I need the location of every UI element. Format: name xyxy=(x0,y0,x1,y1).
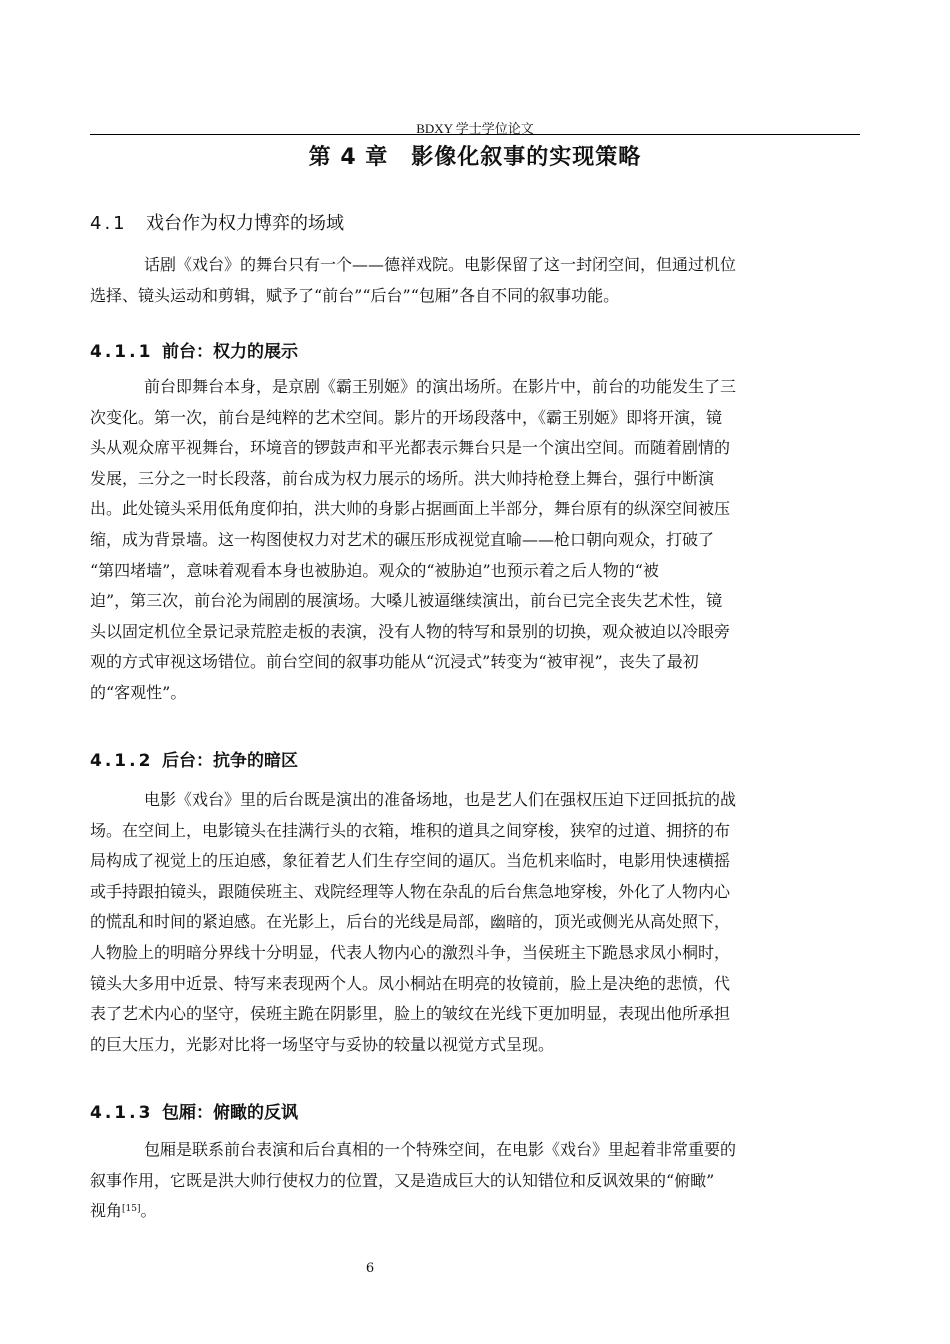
text-line: 的慌乱和时间的紧迫感。在光影上，后台的光线是局部，幽暗的，顶光或侧光从高处照下， xyxy=(90,912,731,932)
text-line-last xyxy=(90,1196,860,1227)
text-line: 头以固定机位全景记录荒腔走板的表演，没有人物的特写和景别的切换，观众被迫以冷眼旁 xyxy=(90,621,731,641)
section-title: 戏台作为权力博弈的场域 xyxy=(146,213,344,234)
subsection-title: 前台：权力的展示 xyxy=(162,342,298,362)
text-line: 发展，三分之一时长段落，前台成为权力展示的场所。洪大帅持枪登上舞台，强行中断演 xyxy=(90,468,715,488)
running-header: BDXY 学士学位论文 xyxy=(416,121,534,136)
subsection-heading-4-1-1 xyxy=(90,337,298,362)
subsection-title: 包厢：俯瞰的反讽 xyxy=(162,1103,298,1123)
text-fragment: 视角 xyxy=(90,1201,123,1221)
text-line: 局构成了视觉上的压迫感，象征着艺人们生存空间的逼仄。当危机来临时，电影用快速横摇 xyxy=(90,851,731,871)
citation-link[interactable]: [15] xyxy=(122,1204,141,1215)
text-line: 的巨大压力，光影对比将一场坚守与妥协的较量以视觉方式呈现。 xyxy=(90,1034,555,1054)
paragraph-4-1-1 xyxy=(90,372,860,709)
text-line: 选择、镜头运动和剪辑，赋予了“前台”“后台”“包厢”各自不同的叙事功能。 xyxy=(90,285,620,305)
subsection-title: 后台：抗争的暗区 xyxy=(162,751,298,771)
text-line: 出。此处镜头采用低角度仰拍，洪大帅的身影占据画面上半部分，舞台原有的纵深空间被压 xyxy=(90,499,731,519)
text-line: 镜头大多用中近景、特写来表现两个人。凤小桐站在明亮的妆镜前，脸上是决绝的悲愤，代 xyxy=(90,973,731,993)
chapter-title: 第 4 章 影像化叙事的实现策略 xyxy=(308,145,642,170)
subsection-number: 4.1.2 xyxy=(90,751,154,771)
text-line: 包厢是联系前台表演和后台真相的一个特殊空间，在电影《戏台》里起着非常重要的 xyxy=(144,1140,737,1159)
paragraph-4-1-2 xyxy=(90,785,860,1060)
text-line: 电影《戏台》里的后台既是演出的准备场地，也是艺人们在强权压迫下迂回抵抗的战 xyxy=(144,790,737,809)
text-line: 头从观众席平视舞台，环境音的锣鼓声和平光都表示舞台只是一个演出空间。而随着剧情的 xyxy=(90,438,731,458)
text-line: 缩，成为背景墙。这一构图使权力对艺术的碾压形成视觉直喻——枪口朝向观众，打破了 xyxy=(90,529,715,549)
header-rule xyxy=(90,134,860,135)
text-line: 人物脸上的明暗分界线十分明显，代表人物内心的激烈斗争，当侯班主下跪恳求凤小桐时， xyxy=(90,942,731,962)
paragraph-4-1-3 xyxy=(90,1135,860,1227)
text-line: 或手持跟拍镜头，跟随侯班主、戏院经理等人物在杂乱的后台焦急地穿梭，外化了人物内心 xyxy=(90,881,731,901)
section-number: 4.1 xyxy=(90,213,128,234)
text-line: 观的方式审视这场错位。前台空间的叙事功能从“沉浸式”转变为“被审视”，丧失了最初 xyxy=(90,652,699,672)
subsection-heading-4-1-2 xyxy=(90,746,298,771)
text-line: 话剧《戏台》的舞台只有一个——德祥戏院。电影保留了这一封闭空间，但通过机位 xyxy=(144,255,737,274)
text-line: 迫”，第三次，前台沦为闹剧的展演场。大嗓儿被逼继续演出，前台已完全丧失艺术性，镜 xyxy=(90,591,723,611)
text-line: 场。在空间上，电影镜头在挂满行头的衣箱，堆积的道具之间穿梭，狭窄的过道、拥挤的布 xyxy=(90,820,731,840)
subsection-number: 4.1.1 xyxy=(90,342,154,362)
page-number: 6 xyxy=(365,1261,375,1276)
text-line: 次变化。第一次，前台是纯粹的艺术空间。影片的开场段落中，《霸王别姬》即将开演，镜 xyxy=(90,407,723,427)
text-line: 叙事作用，它既是洪大帅行使权力的位置，又是造成巨大的认知错位和反讽效果的“俯瞰” xyxy=(90,1170,715,1190)
paragraph-4-1 xyxy=(90,250,860,311)
text-line: 的“客观性”。 xyxy=(90,682,187,702)
section-heading-4-1 xyxy=(90,209,344,235)
text-fragment: 。 xyxy=(140,1201,157,1221)
text-line: 前台即舞台本身，是京剧《霸王别姬》的演出场所。在影片中，前台的功能发生了三 xyxy=(144,377,737,396)
text-line: 表了艺术内心的坚守，侯班主跪在阴影里，脸上的皱纹在光线下更加明显，表现出他所承担 xyxy=(90,1004,731,1024)
subsection-number: 4.1.3 xyxy=(90,1103,154,1123)
subsection-heading-4-1-3 xyxy=(90,1098,298,1123)
text-line: “第四堵墙”，意味着观看本身也被胁迫。观众的“被胁迫”也预示着之后人物的“被 xyxy=(90,560,659,580)
